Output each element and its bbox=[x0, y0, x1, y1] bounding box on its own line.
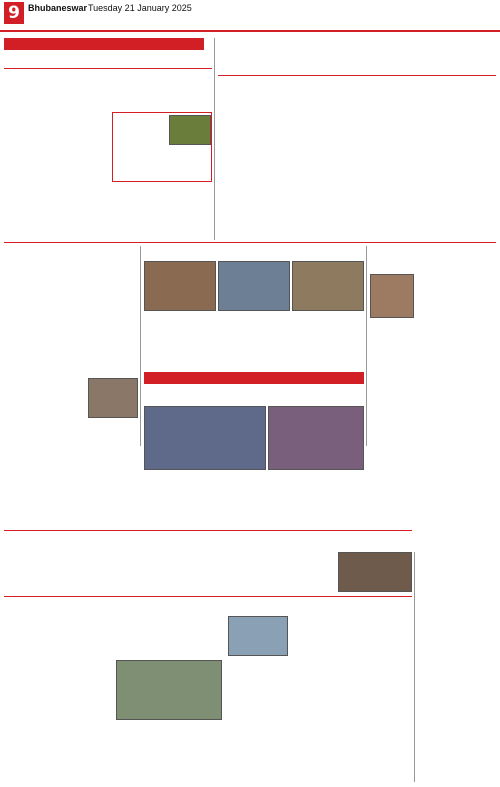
headline-farmers-project bbox=[4, 600, 224, 616]
masthead bbox=[0, 0, 500, 32]
edition-date: Tuesday 21 January 2025 bbox=[88, 3, 192, 13]
article-body bbox=[112, 71, 212, 111]
headline-sports-meet bbox=[144, 246, 364, 259]
kicker-roads bbox=[278, 38, 438, 50]
project-photo bbox=[116, 660, 222, 720]
portrait-photo bbox=[88, 378, 138, 418]
article-body bbox=[144, 314, 364, 364]
headline-youth-accident bbox=[4, 534, 412, 550]
headline-farmer-payment bbox=[4, 52, 212, 67]
side-headline bbox=[418, 622, 496, 642]
article-body bbox=[4, 618, 114, 782]
side-headline bbox=[418, 552, 496, 578]
article-body bbox=[290, 616, 412, 656]
headline-training-camp bbox=[144, 474, 248, 500]
headline-rural-scheme bbox=[4, 448, 138, 461]
kicker-district bbox=[144, 372, 364, 384]
headline-rice-procurement bbox=[4, 362, 138, 375]
scheme-photo bbox=[228, 616, 288, 656]
newspaper-logo bbox=[404, 0, 498, 30]
column-rule bbox=[140, 246, 141, 446]
side-body bbox=[418, 580, 496, 620]
headline-common-tourists bbox=[218, 52, 496, 74]
section-divider bbox=[4, 242, 496, 243]
event-photo bbox=[218, 261, 290, 311]
side-body bbox=[418, 706, 496, 782]
article-body bbox=[228, 660, 412, 782]
event-photo bbox=[144, 261, 216, 311]
side-headline bbox=[418, 684, 496, 704]
article-body bbox=[358, 79, 428, 239]
article-body bbox=[112, 184, 212, 239]
section-divider bbox=[4, 530, 412, 531]
article-body bbox=[4, 71, 108, 239]
divider bbox=[218, 75, 496, 76]
article-body bbox=[416, 274, 496, 318]
paddy-photo bbox=[169, 115, 211, 145]
kicker-farmers bbox=[4, 38, 204, 50]
column-rule bbox=[214, 38, 215, 240]
article-body bbox=[4, 463, 138, 529]
article-body bbox=[432, 79, 496, 239]
article-body bbox=[366, 406, 496, 470]
edition-city: Bhubaneswar bbox=[28, 3, 88, 13]
headline-water-scheme bbox=[228, 600, 412, 613]
headline-police-arrest bbox=[370, 246, 496, 272]
divider bbox=[4, 68, 212, 69]
event-photo bbox=[292, 261, 364, 311]
side-body bbox=[418, 644, 496, 680]
victim-photo bbox=[338, 552, 412, 592]
highlight-title bbox=[115, 115, 167, 145]
highlight-box bbox=[112, 112, 212, 182]
article-body bbox=[218, 79, 354, 239]
stage-photo bbox=[144, 406, 266, 470]
photo-caption bbox=[116, 722, 222, 740]
section-divider bbox=[4, 596, 412, 597]
article-body bbox=[4, 274, 138, 446]
stage-photo bbox=[268, 406, 364, 470]
headline-development bbox=[4, 246, 138, 272]
headline-audience bbox=[144, 386, 496, 404]
article-body bbox=[4, 552, 334, 592]
column-rule bbox=[414, 552, 415, 782]
page-number: 9 bbox=[4, 2, 24, 24]
accused-photo bbox=[370, 274, 414, 318]
